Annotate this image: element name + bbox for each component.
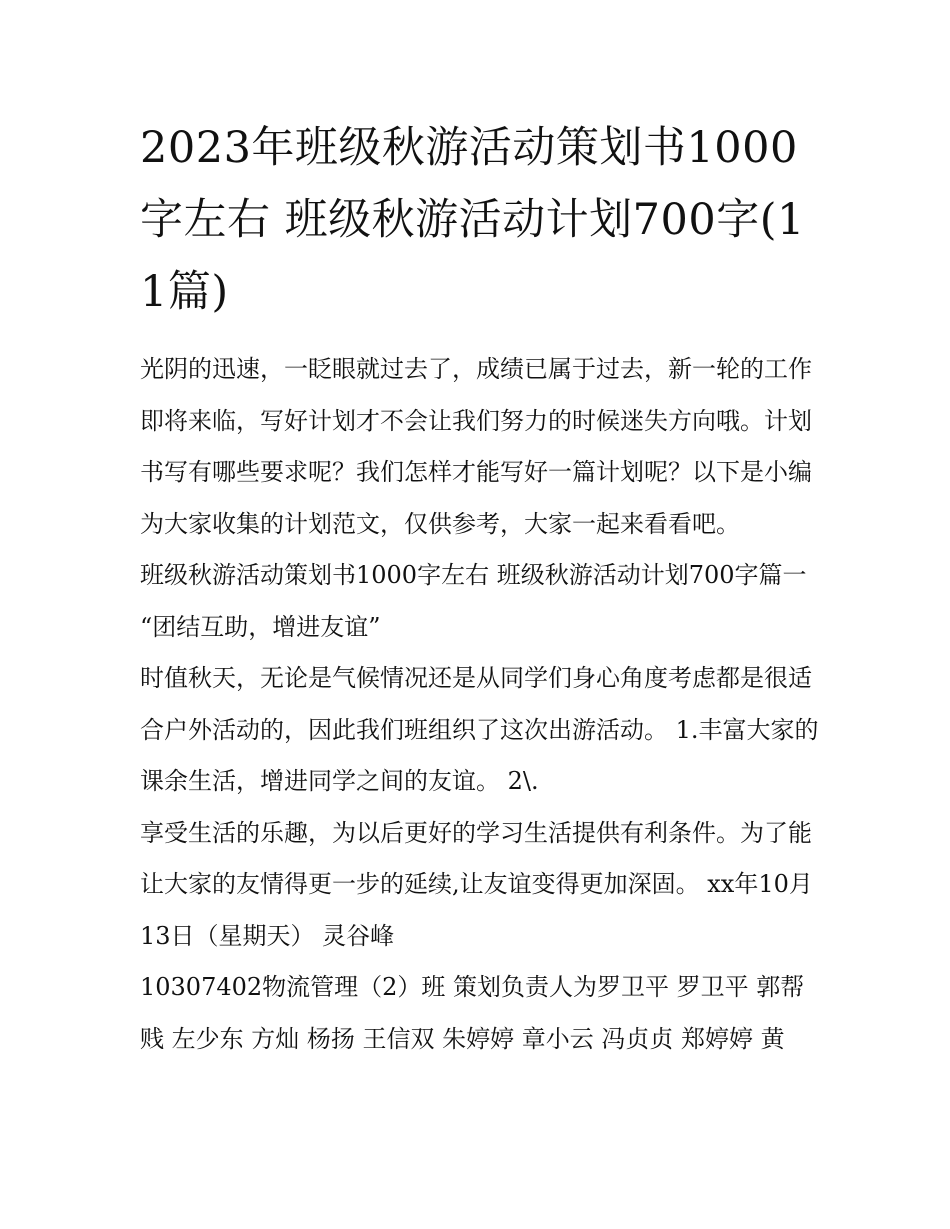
participants-paragraph: 10307402物流管理（2）班 策划负责人为罗卫平 罗卫平 郭帮贱 左少东 方灿 杨扬 王信双 朱婷婷 章小云 冯贞贞 郑婷婷 黄	[140, 973, 805, 1053]
body-paragraph: 时值秋天，无论是气候情况还是从同学们身心角度考虑都是很适合户外活动的，因此我们班组织了这次出游活动。 1.丰富大家的课余生活，增进同学之间的友谊。 2\.	[140, 664, 819, 795]
intro-paragraph: 光阴的迅速，一眨眼就过去了，成绩已属于过去，新一轮的工作即将来临，写好计划才不会让我们努力的时候迷失方向哦。计划书写有哪些要求呢？我们怎样才能写好一篇计划呢？以下是小编为大家收集的计划范文，仅供参考，大家一起来看看吧。	[140, 355, 812, 538]
section-heading: 班级秋游活动策划书1000字左右 班级秋游活动计划700字篇一 “团结互助，增进友谊”	[140, 561, 807, 641]
body-paragraph: 享受生活的乐趣，为以后更好的学习生活提供有利条件。为了能让大家的友情得更一步的延续,让友谊变得更加深固。 xx年10月13日（星期天） 灵谷峰	[140, 818, 813, 950]
document-body	[140, 112, 820, 1065]
document-title: 2023年班级秋游活动策划书1000字左右 班级秋游活动计划700字(11篇)	[140, 123, 805, 317]
